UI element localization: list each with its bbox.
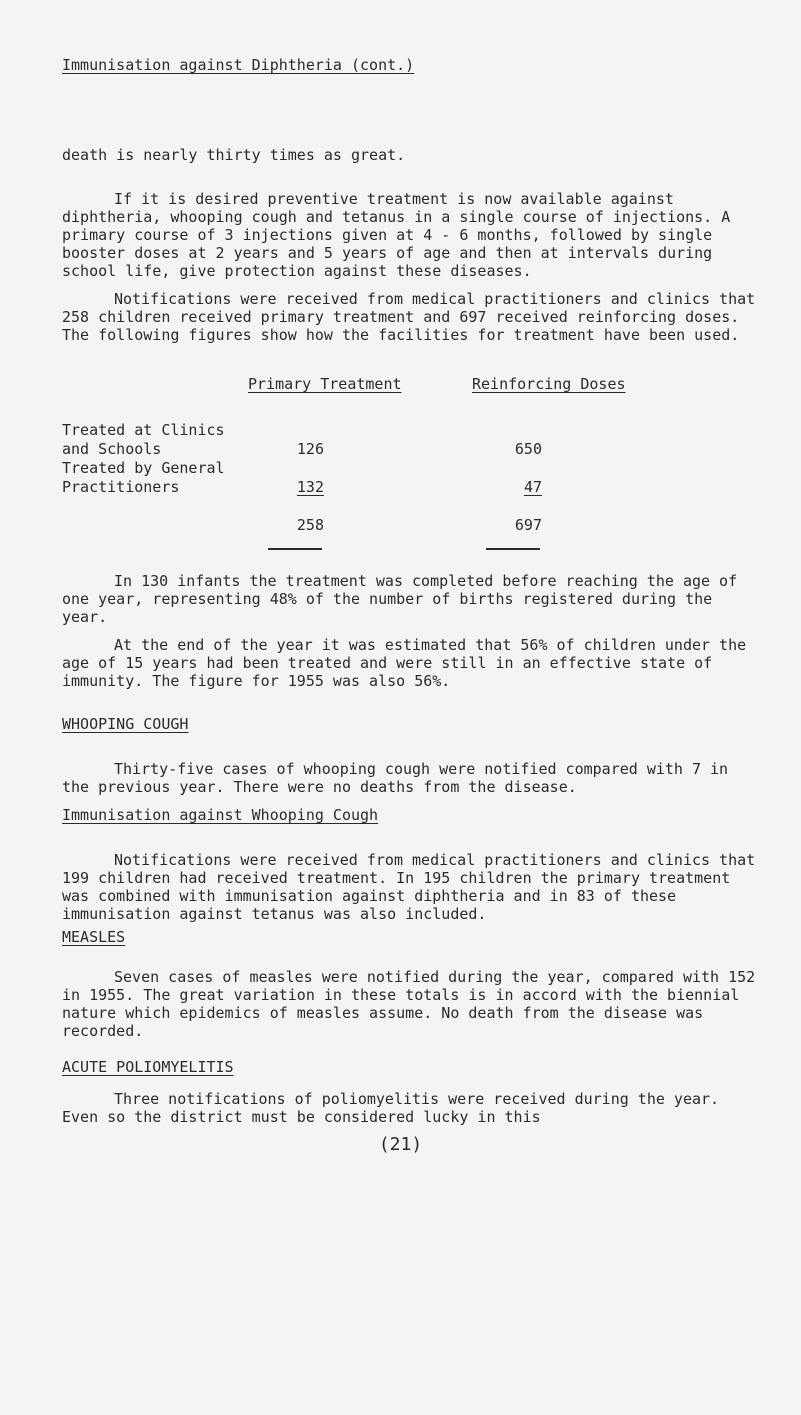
paragraph-whooping-notifications: Notifications were received from medical practitioners and clinics that 199 children had received treatment. In 195 children the primary treatment was combined with immunisation against diphtheria and in 83 of these immunisation against tetanus was also included. (62, 851, 756, 923)
cell-primary-total: 258 (296, 516, 324, 534)
running-header: Immunisation against Diphtheria (cont.) (62, 56, 415, 74)
cell-primary-clinics: 126 (296, 440, 324, 458)
row-label-schools: and Schools (62, 440, 162, 458)
paragraph-notifications-diphtheria: Notifications were received from medical practitioners and clinics that 258 children received primary treatment and 697 received reinforcing doses. The following figures show how the facilities for treatment have been used. (62, 290, 756, 344)
paragraph-measles: Seven cases of measles were notified during the year, compared with 152 in 1955. The great variation in these totals is in accord with the biennial nature which epidemics of measles assume. No death from the disease was recorded. (62, 968, 756, 1040)
page-number: (21) (378, 1134, 423, 1155)
cell-primary-practitioners: 132 (296, 478, 324, 496)
subheading-whooping-immunisation: Immunisation against Whooping Cough (62, 806, 379, 824)
row-label-practitioners: Practitioners (62, 478, 180, 496)
total-rule-reinforcing (486, 548, 540, 550)
cell-reinforcing-clinics: 650 (514, 440, 542, 458)
paragraph-immunity-estimate: At the end of the year it was estimated that 56% of children under the age of 15 years had been treated and were still in an effective state of immunity. The figure for 1955 was also 56%. (62, 636, 747, 690)
heading-acute-poliomyelitis: ACUTE POLIOMYELITIS (62, 1058, 234, 1076)
row-label-general: Treated by General (62, 459, 225, 477)
row-label-clinics: Treated at Clinics (62, 421, 225, 439)
heading-whooping-cough: WHOOPING COUGH (62, 715, 189, 733)
total-rule-primary (268, 548, 322, 550)
paragraph-poliomyelitis: Three notifications of poliomyelitis were received during the year. Even so the district must be considered lucky in this (62, 1090, 720, 1126)
column-header-primary: Primary Treatment (248, 375, 402, 393)
paragraph-whooping-cases: Thirty-five cases of whooping cough were notified compared with 7 in the previous year. There were no deaths from the disease. (62, 760, 729, 796)
cell-reinforcing-total: 697 (514, 516, 542, 534)
paragraph-infants-completed: In 130 infants the treatment was completed before reaching the age of one year, representing 48% of the number of births registered during the year. (62, 572, 738, 626)
paragraph-preventive-treatment: If it is desired preventive treatment is now available against diphtheria, whooping cough and tetanus in a single course of injections. A primary course of 3 injections given at 4 - 6 months, followed by single booster doses at 2 years and 5 years of age and then at intervals during school life, give protection against these diseases. (62, 190, 731, 280)
paragraph-death-rate: death is nearly thirty times as great. (62, 146, 406, 164)
cell-reinforcing-practitioners: 47 (523, 478, 542, 496)
column-header-reinforcing: Reinforcing Doses (472, 375, 626, 393)
heading-measles: MEASLES (62, 928, 126, 946)
